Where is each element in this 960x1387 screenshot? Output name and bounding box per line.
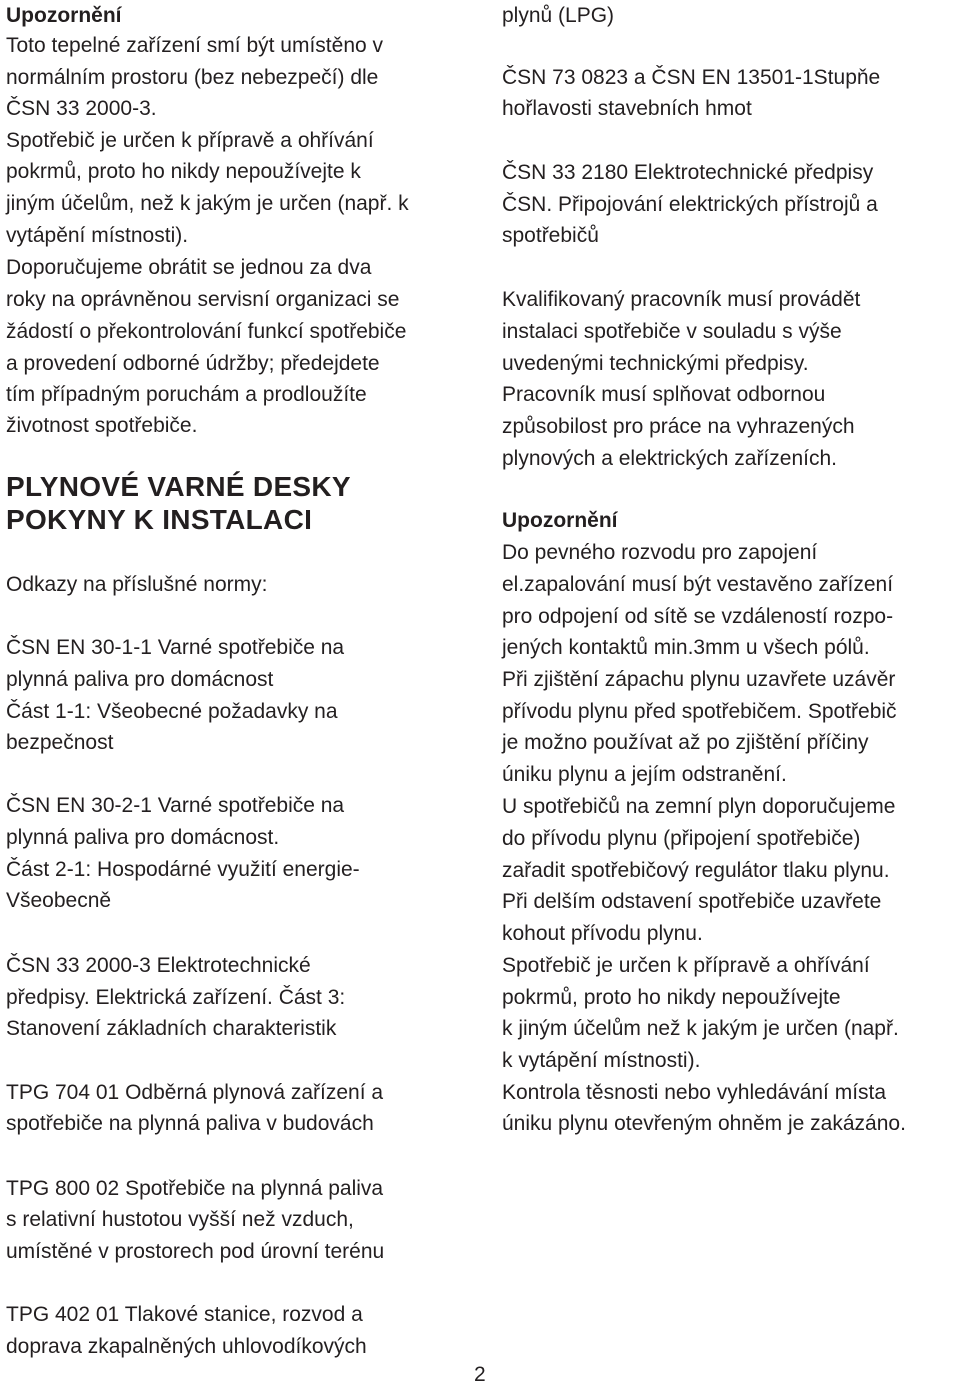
page-number: 2 [474,1363,486,1386]
intro-line: normálním prostoru (bez nebezpečí) dle [6,66,379,89]
norm-line: ČSN 73 0823 a ČSN EN 13501-1Stupňe [502,66,881,89]
norm-line: plynů (LPG) [502,4,615,27]
warning-line: el.zapalování musí být vestavěno zařízení [502,573,894,596]
qualification-line: plynových a elektrických zařízeních. [502,447,837,470]
intro-line: vytápění místnosti). [6,224,189,247]
norm-line: Část 2-1: Hospodárné využití energie- [6,858,360,881]
intro-line: tím případným poruchám a prodloužíte [6,383,367,406]
section-subtitle: POKYNY K INSTALACI [6,504,313,535]
warning-line: Do pevného rozvodu pro zapojení [502,541,818,564]
warning-line: kohout přívodu plynu. [502,922,703,945]
norm-line: hořlavosti stavebních hmot [502,97,752,120]
norm-line: Stanovení základních charakteristik [6,1017,337,1040]
norm-line: předpisy. Elektrická zařízení. Část 3: [6,986,346,1009]
warning-line: jených kontaktů min.3mm u všech pólů. [502,636,870,659]
qualification-line: uvedenými technickými předpisy. [502,352,809,375]
norm-line: plynná paliva pro domácnost. [6,826,280,849]
warning-line: k vytápění místnosti). [502,1049,701,1072]
norm-line: TPG 704 01 Odběrná plynová zařízení a [6,1081,384,1104]
warning-line: Kontrola těsnosti nebo vyhledávání místa [502,1081,887,1104]
norm-line: spotřebičů [502,224,599,247]
warning-line: pro odpojení od sítě se vzdáleností rozpo- [502,605,894,628]
warning-line: zařadit spotřebičový regulátor tlaku plynu. [502,859,890,882]
norm-line: Část 1-1: Všeobecné požadavky na [6,700,338,723]
warning-line: Při delším odstavení spotřebiče uzavřete [502,890,882,913]
intro-line: a provedení odborné údržby; předejdete [6,352,380,375]
qualification-line: Kvalifikovaný pracovník musí provádět [502,288,861,311]
warning-heading: Upozornění [502,509,618,532]
norm-line: TPG 402 01 Tlakové stanice, rozvod a [6,1303,363,1326]
norm-line: plynná paliva pro domácnost [6,668,274,691]
warning-heading: Upozornění [6,4,122,27]
warning-line: Při zjištění zápachu plynu uzavřete uzávěr [502,668,896,691]
norm-line: TPG 800 02 Spotřebiče na plynná paliva [6,1177,384,1200]
intro-line: roky na oprávněnou servisní organizaci se [6,288,400,311]
norms-intro: Odkazy na příslušné normy: [6,573,268,596]
norm-line: s relativní hustotou vyšší než vzduch, [6,1208,354,1231]
warning-line: pokrmů, proto ho nikdy nepoužívejte [502,986,841,1009]
warning-line: Spotřebič je určen k přípravě a ohřívání [502,954,870,977]
norm-line: Všeobecně [6,889,112,912]
norm-line: ČSN EN 30-1-1 Varné spotřebiče na [6,636,345,659]
intro-line: životnost spotřebiče. [6,414,198,437]
intro-line: Spotřebič je určen k přípravě a ohřívání [6,129,374,152]
warning-line: přívodu plynu před spotřebičem. Spotřebič [502,700,897,723]
qualification-line: Pracovník musí splňovat odbornou [502,383,826,406]
warning-line: úniku plynu otevřeným ohněm je zakázáno. [502,1112,906,1135]
norm-line: spotřebiče na plynná paliva v budovách [6,1112,374,1135]
warning-line: U spotřebičů na zemní plyn doporučujeme [502,795,896,818]
intro-line: ČSN 33 2000-3. [6,97,157,120]
norm-line: ČSN EN 30-2-1 Varné spotřebiče na [6,794,345,817]
norm-line: ČSN 33 2000-3 Elektrotechnické [6,954,311,977]
intro-line: pokrmů, proto ho nikdy nepoužívejte k [6,160,361,183]
section-title: PLYNOVÉ VARNÉ DESKY [6,471,351,502]
qualification-line: způsobilost pro práce na vyhrazených [502,415,855,438]
warning-line: do přívodu plynu (připojení spotřebiče) [502,827,861,850]
intro-line: žádostí o překontrolování funkcí spotřebiče [6,320,407,343]
norm-line: ČSN 33 2180 Elektrotechnické předpisy [502,161,874,184]
intro-line: Doporučujeme obrátit se jednou za dva [6,256,372,279]
intro-line: jiným účelům, než k jakým je určen (např. k [6,192,409,215]
norm-line: bezpečnost [6,731,114,754]
warning-line: je možno používat až po zjištění příčiny [502,731,869,754]
norm-line: doprava zkapalněných uhlovodíkových [6,1335,367,1358]
warning-line: úniku plynu a jejím odstranění. [502,763,787,786]
norm-line: ČSN. Připojování elektrických přístrojů a [502,193,878,216]
qualification-line: instalaci spotřebiče v souladu s výše [502,320,842,343]
norm-line: umístěné v prostorech pod úrovní terénu [6,1240,385,1263]
intro-line: Toto tepelné zařízení smí být umístěno v [6,34,384,57]
warning-line: k jiným účelům než k jakým je určen (např. [502,1017,899,1040]
